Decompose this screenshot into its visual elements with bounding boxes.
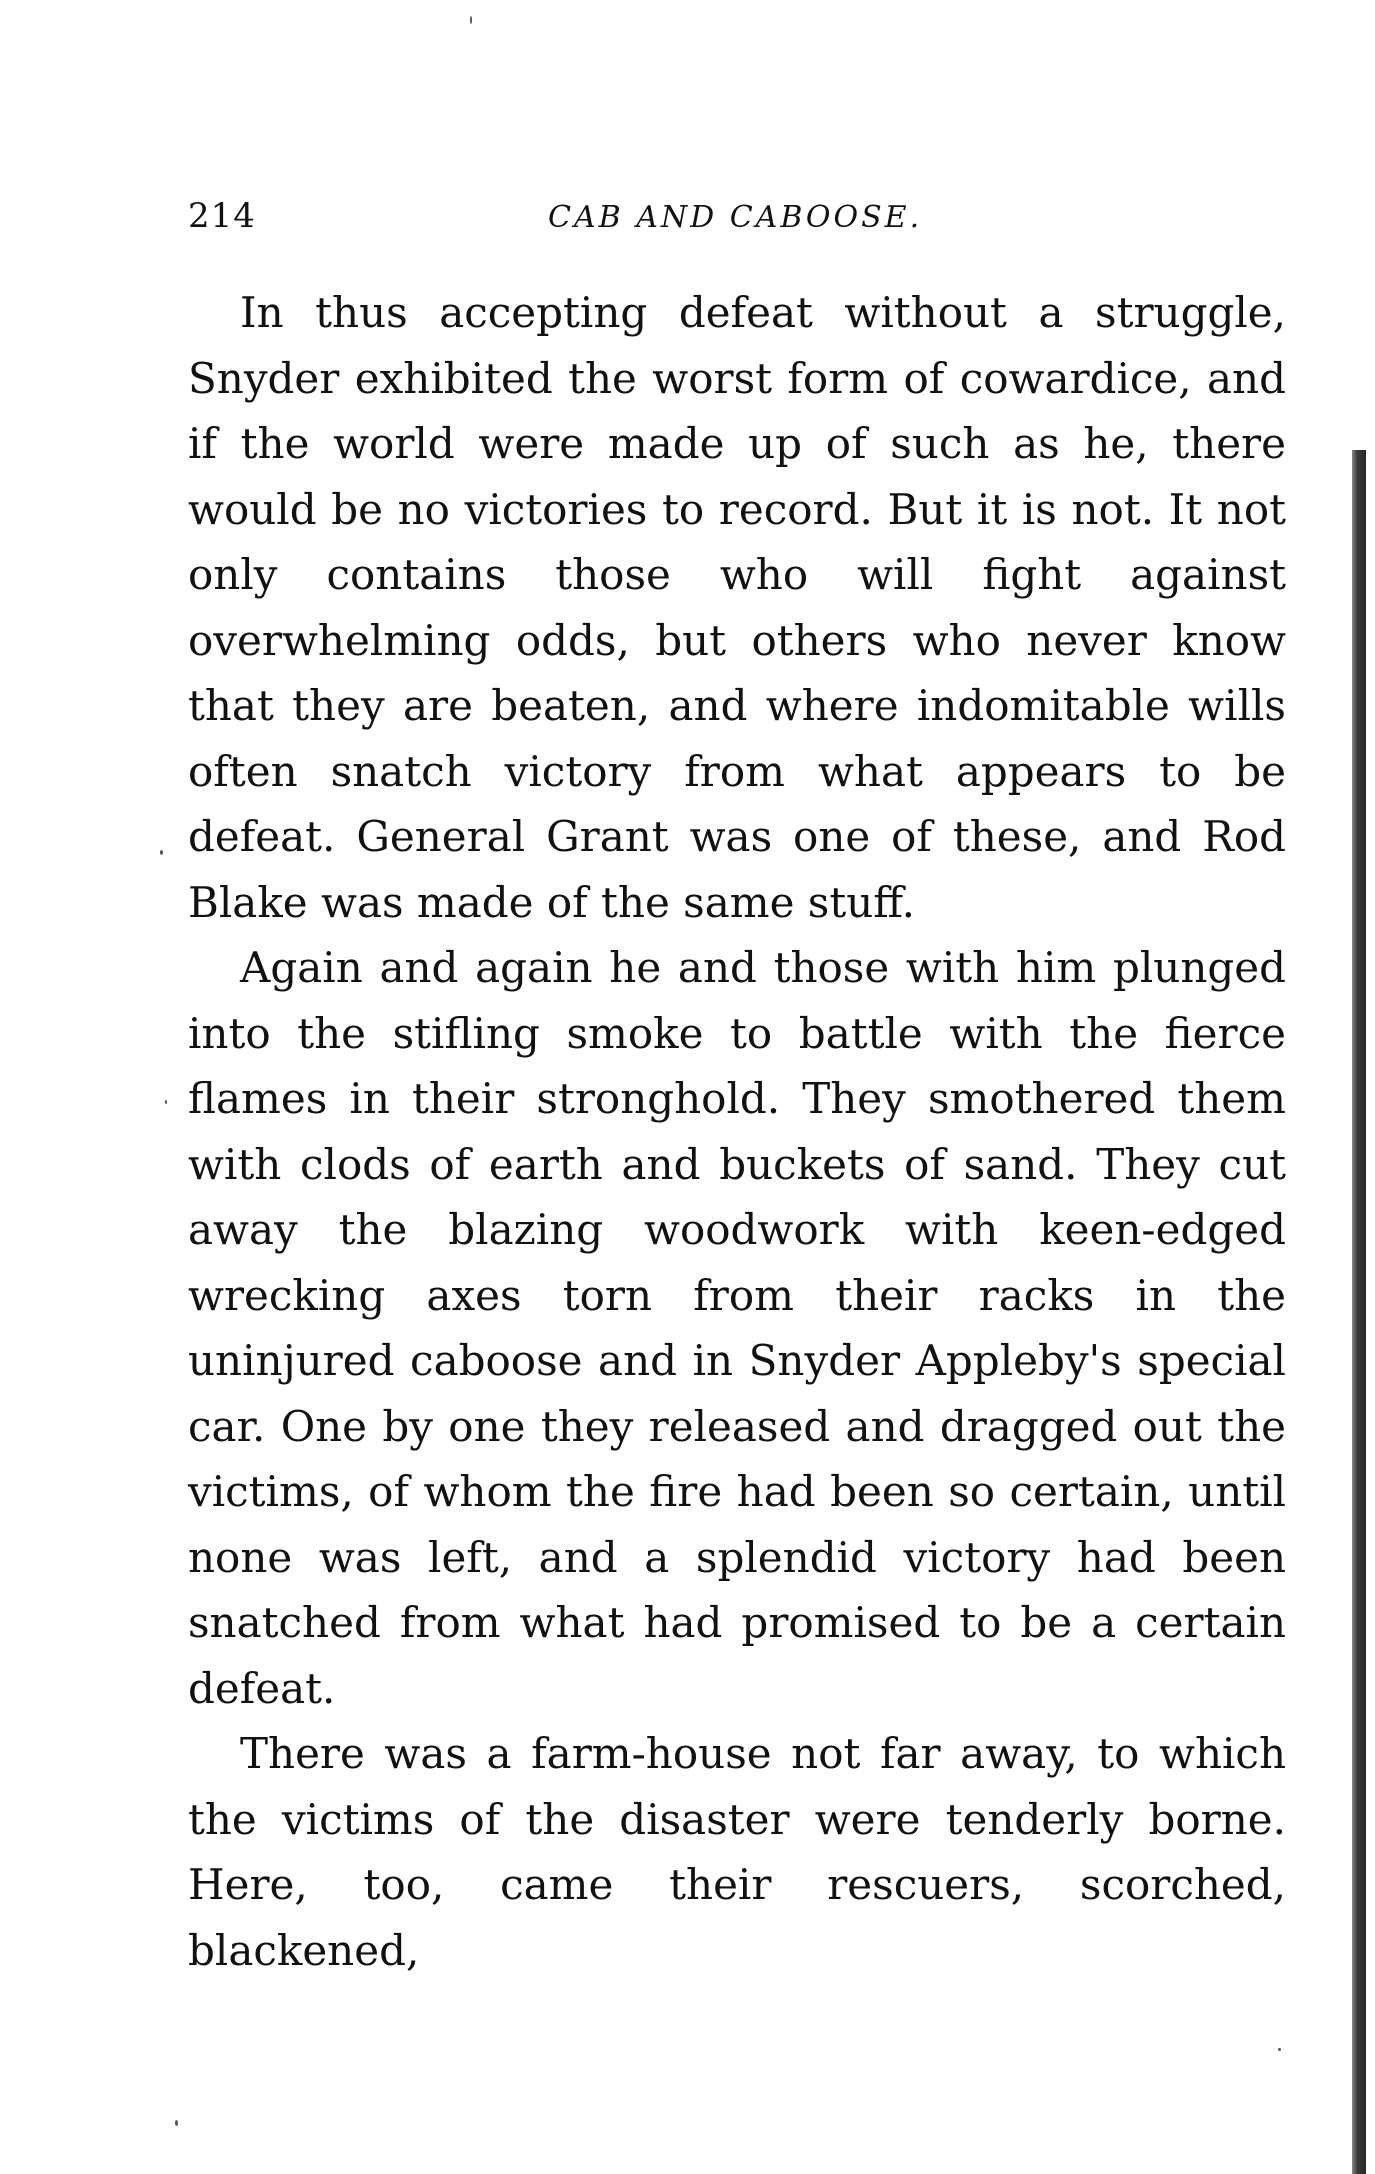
page-header [188, 196, 1288, 256]
scan-speck [1278, 2048, 1281, 2051]
scan-page-edge [1352, 450, 1366, 2174]
running-title: CAB AND CABOOSE. [548, 200, 923, 235]
scan-speck [175, 2120, 178, 2126]
scan-speck [160, 850, 163, 855]
paragraph-1: In thus accepting defeat without a struggle, Snyder exhibited the worst form of cowardice, and if the world were made up of such as he, there would be no victories to record. But it is not. It not only contains those who will fight against overwhelming odds, but others who never know that they are beaten, and where indomitable wills often snatch victory from what appears to be defeat. General Grant was one of these, and Rod Blake was made of the same stuff. [188, 288, 1286, 927]
body-text [188, 280, 1286, 1983]
scan-speck [165, 1100, 167, 1104]
paragraph-2: Again and again he and those with him plunged into the stifling smoke to battle with the fierce flames in their stronghold. They smothered them with clods of earth and buckets of sand. They cut away the blazing woodwork with keen-edged wrecking axes torn from their racks in the uninjured caboose and in Snyder Appleby's special car. One by one they released and dragged out the victims, of whom the fire had been so certain, until none was left, and a splendid victory had been snatched from what had promised to be a certain defeat. [188, 943, 1286, 1713]
page-number: 214 [188, 196, 256, 236]
scan-speck [470, 16, 472, 24]
paragraph-3: There was a farm-house not far away, to which the victims of the disaster were tenderly borne. Here, too, came their rescuers, scorched, blackened, [188, 1729, 1286, 1975]
